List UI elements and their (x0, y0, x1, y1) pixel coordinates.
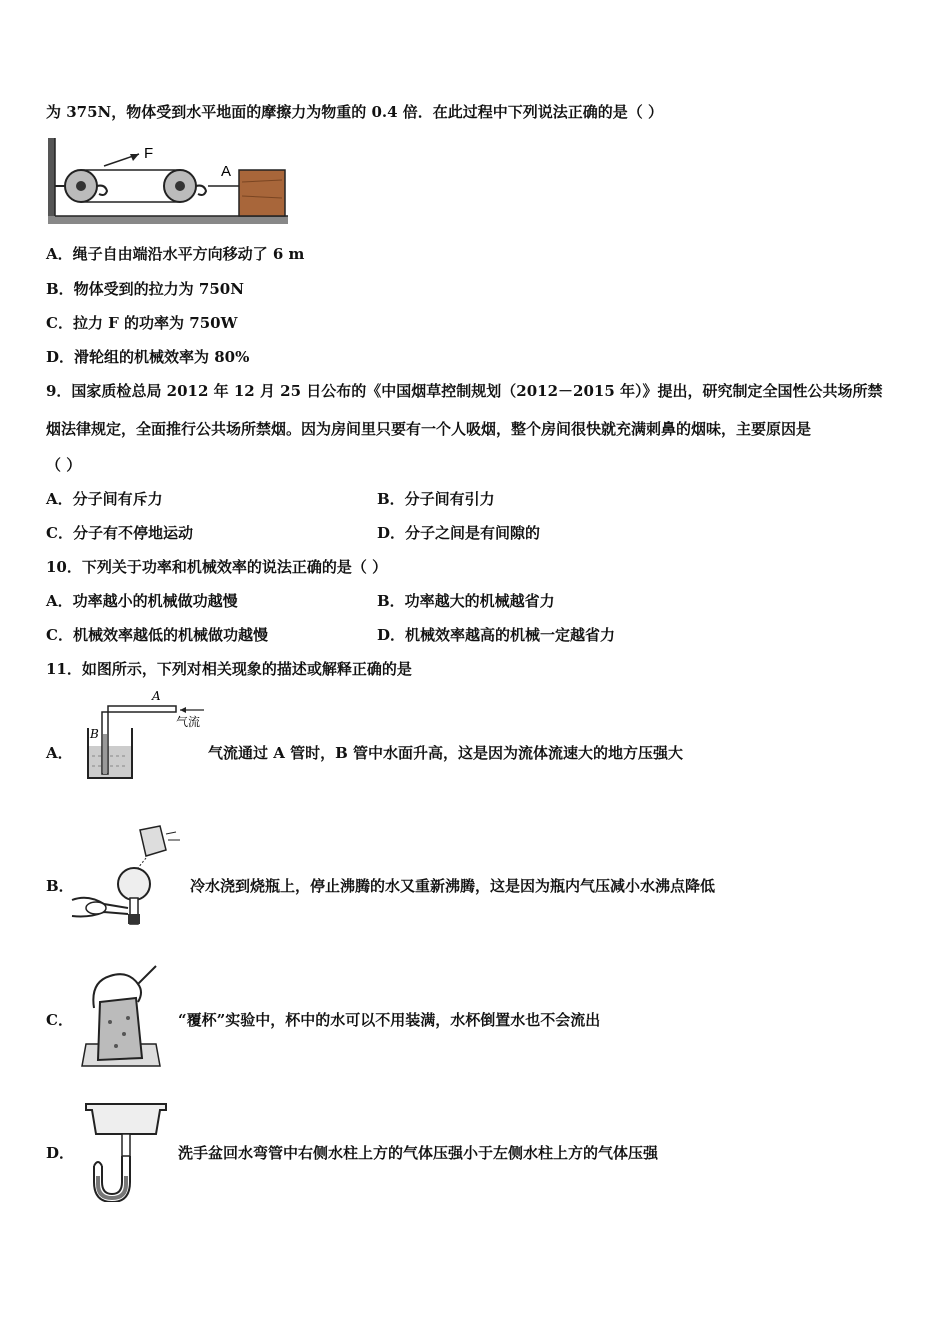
q10-option-c: C．机械效率越低的机械做功越慢 (46, 626, 268, 644)
q11-option-b-text: 冷水浇到烧瓶上，停止沸腾的水又重新沸腾，这是因为瓶内气压减小水沸点降低 (190, 877, 716, 895)
q9-stem-line3: （ ） (46, 456, 82, 474)
straw-airflow-figure (80, 686, 210, 782)
q9-stem-line1: 9．国家质检总局 2012 年 12 月 25 日公布的《中国烟草控制规划（2012－2015 年）》提出，研究制定全国性公共场所禁 (46, 382, 883, 400)
point-a-label: A (221, 163, 232, 180)
q8-option-b: B．物体受到的拉力为 750N (46, 280, 244, 298)
q9-option-c: C．分子有不停地运动 (46, 524, 193, 542)
q8-option-c: C．拉力 F 的功率为 750W (46, 314, 238, 332)
airflow-label: 气流 (176, 715, 201, 729)
tube-a-label: A (152, 689, 161, 703)
tube-b-label: B (90, 727, 99, 741)
q10-option-b: B．功率越大的机械越省力 (377, 592, 555, 610)
q11-option-d-text: 洗手盆回水弯管中右侧水柱上方的气体压强小于左侧水柱上方的气体压强 (178, 1144, 659, 1162)
q9-option-d: D．分子之间是有间隙的 (377, 524, 541, 542)
basin-trap-figure (80, 1098, 172, 1202)
inverted-cup-figure (80, 962, 166, 1072)
q9-stem-line2: 烟法律规定，全面推行公共场所禁烟。因为房间里只要有一个人吸烟，整个房间很快就充满刺鼻的烟味，主要原因是 (46, 420, 812, 438)
q8-stem: 为 375N，物体受到水平地面的摩擦力为物重的 0.4 倍．在此过程中下列说法正确的是（ ） (46, 103, 664, 121)
q11-stem: 11．如图所示，下列对相关现象的描述或解释正确的是 (46, 660, 412, 678)
q11-option-c-text: “覆杯”实验中，杯中的水可以不用装满，水杯倒置水也不会流出 (178, 1011, 601, 1029)
q11-option-c-letter: C． (46, 1011, 73, 1029)
q8-option-a: A．绳子自由端沿水平方向移动了 6 m (46, 245, 305, 263)
q10-option-d: D．机械效率越高的机械一定越省力 (377, 626, 616, 644)
q11-option-a-letter: A． (46, 744, 73, 762)
q9-option-a: A．分子间有斥力 (46, 490, 163, 508)
q8-option-d: D．滑轮组的机械效率为 80% (46, 348, 250, 366)
flask-cold-water-figure (68, 822, 184, 930)
q11-option-d-letter: D． (46, 1144, 75, 1162)
q9-option-b: B．分子间有引力 (377, 490, 495, 508)
pulley-diagram (44, 136, 289, 228)
q11-option-a-text: 气流通过 A 管时，B 管中水面升高，这是因为流体流速大的地方压强大 (208, 744, 683, 762)
q10-stem: 10．下列关于功率和机械效率的说法正确的是（ ） (46, 558, 388, 576)
q11-option-b-letter: B． (46, 877, 74, 895)
q10-option-a: A．功率越小的机械做功越慢 (46, 592, 238, 610)
force-label: F (144, 145, 154, 162)
